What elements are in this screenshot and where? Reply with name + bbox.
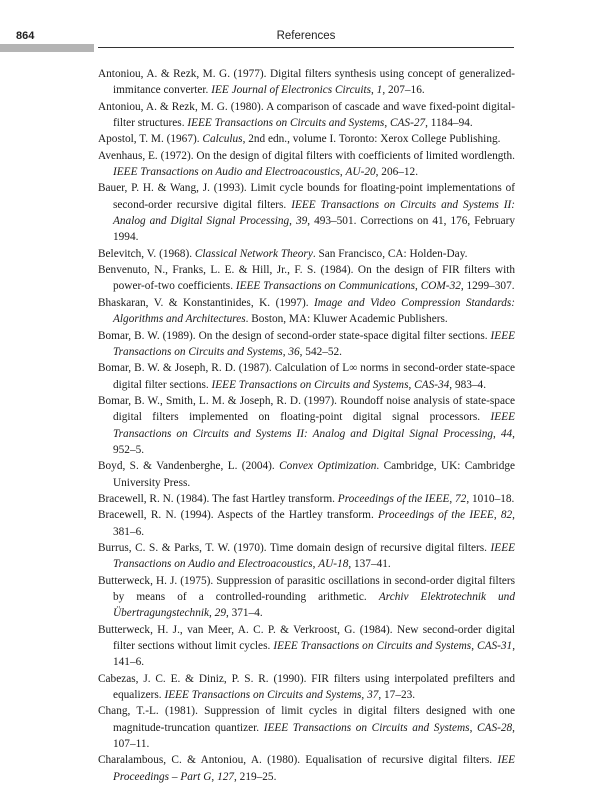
reference-tail: , 137–41. [348,558,391,571]
reference-journal: IEEE Transactions on Circuits and Systems [113,329,515,358]
reference-title: Equalisation of recursive digital filters. [305,754,493,767]
reference-volume: COM-32 [420,280,461,293]
reference-tail: , 17–23. [378,689,416,702]
reference-authors: Bracewell, R. N. (1994). [98,509,214,522]
reference-journal: Archiv Elektrotechnik und Übertragungstechnik [113,591,515,620]
reference-authors: Cabezas, J. C. E. & Diniz, P. S. R. (1990). [98,672,307,685]
reference-volume: 29 [214,607,226,620]
reference-title: Suppression of parasitic oscillations in second-order digital filters by means of a controlled-rounding arithmetic. [113,574,516,603]
reference-entry [98,131,515,147]
reference-authors: Burrus, C. S. & Parks, T. W. (1970). [98,541,267,554]
header-rule [98,47,514,48]
reference-tail: , 219–25. [234,770,277,783]
reference-authors: Butterweck, H. J., van Meer, A. C. P. & Verkroost, G. (1984). [98,623,393,636]
reference-entry: Bracewell, R. N. (1984). The fast Hartley transform. Proceedings of the IEEE, 72, 1010–18. [98,492,515,505]
reference-title: New second-order digital filter sections without limit cycles. [113,623,516,653]
reference-title: Calculation of L∞ norms in second-order state-space digital filter sections. [113,362,515,391]
reference-entry: Charalambous, C. & Antoniou, A. (1980). Equalisation of recursive digital filters. IEE Proceedings – Part G, 127, 219–25. [98,754,516,783]
reference-title: Time domain design of recursive digital filters. [269,541,487,554]
reference-entry: Bomar, B. W. (1989). On the design of second-order state-space digital filter sections. IEEE Transactions on Circuits and Systems, 36, 542–52. [98,329,515,358]
reference-title: On the design of FIR filters with power-of-two coefficients. [113,264,516,293]
reference-journal: Convex Optimization [279,460,377,473]
reference-tail: . San Francisco, CA: Holden-Day. [312,247,468,260]
reference-entry: Antoniou, A. & Rezk, M. G. (1980). A comparison of cascade and wave fixed-point digital-filter structures. IEEE Transactions on Circuits and Systems, CAS-27, 1184–94. [98,100,515,130]
reference-volume: 44 [500,427,513,440]
reference-title: The fast Hartley transform. [212,492,335,505]
reference-entry: Bracewell, R. N. (1994). Aspects of the Hartley transform. Proceedings of the IEEE, 82, 381–6. [98,509,515,538]
reference-volume: 82 [500,509,513,522]
reference-volume: 72 [455,492,467,505]
reference-entry [98,246,515,262]
reference-title: Roundoff noise analysis of state-space digital filters implemented on floating-point digital signal processors. [113,394,515,424]
reference-journal: IEEE Transactions on Communications [235,280,416,293]
reference-authors: Boyd, S. & Vandenberghe, L. (2004). [98,460,275,473]
reference-tail: . Boston, MA: Kluwer Academic Publishers. [245,313,448,326]
reference-tail: , 2nd edn., volume I. Toronto: Xerox College Publishing. [242,133,501,146]
reference-tail: , 542–52. [299,345,343,358]
reference-volume: CAS-31 [477,640,513,653]
reference-journal: IEE Journal of Electronics Circuits [211,84,371,97]
reference-title: Suppression of limit cycles in digital filters designed with one magnitude-truncation quantizer. [113,705,516,734]
reference-title: Aspects of the Hartley transform. [217,509,374,522]
reference-authors: Butterweck, H. J. (1975). [98,574,214,587]
reference-tail: , 207–16. [382,84,425,97]
reference-entry: Benvenuto, N., Franks, L. E. & Hill, Jr., F. S. (1984). On the design of FIR filters with power-of-two coefficients. IEEE Transactions on Communications, COM-32, 1299–307. [98,264,516,293]
reference-entry [98,295,515,328]
running-head: References [276,30,336,42]
reference-title: On the design of digital filters with coefficients of limited wordlength. [196,149,515,162]
reference-tail: . Cambridge, UK: Cambridge University Press. [113,460,515,489]
reference-volume: 37 [367,689,379,702]
reference-journal: Proceedings of the IEEE [378,509,494,522]
reference-volume: CAS-34 [414,378,450,391]
reference-journal: IEEE Transactions on Circuits and Systems [187,117,385,130]
reference-journal: Classical Network Theory [194,247,313,260]
reference-authors: Bomar, B. W. & Joseph, R. D. (1987). [98,362,272,375]
reference-authors: Antoniou, A. & Rezk, M. G. (1980). [98,100,264,113]
page-number: 864 [16,30,35,42]
reference-entry: Butterweck, H. J., van Meer, A. C. P. & Verkroost, G. (1984). New second-order digital filter sections without limit cycles. IEEE Transactions on Circuits and Systems, CAS-31, 141–6. [98,623,516,669]
reference-entry: Bomar, B. W., Smith, L. M. & Joseph, R. D. (1997). Roundoff noise analysis of state-space digital filters implemented on floating-point digital signal processors. IEEE Transactions on Circuits and Systems II: Analog and Digital Signal Processing, 44, 952–5. [98,394,515,456]
reference-volume: 39 [295,215,308,228]
reference-journal: IEEE Transactions on Circuits and Systems [164,689,362,702]
reference-entry: Antoniou, A. & Rezk, M. G. (1977). Digital filters synthesis using concept of generalized-immitance converter. IEE Journal of Electronics Circuits, 1, 207–16. [98,68,515,97]
reference-journal: IEEE Transactions on Circuits and Systems [263,721,470,734]
reference-authors: Bomar, B. W. (1989). [98,329,196,342]
reference-volume: CAS-27 [389,117,426,130]
reference-volume: AU-18 [318,558,349,571]
reference-authors: Charalambous, C. & Antoniou, A. (1980). [98,754,301,767]
reference-authors: Chang, T.-L. (1981). [98,705,198,718]
reference-volume: AU-20 [345,166,376,179]
reference-entry: Bauer, P. H. & Wang, J. (1993). Limit cycle bounds for floating-point implementations of second-order recursive digital filters. IEEE Transactions on Circuits and Systems II: Analog and Digital Signal Processing, 39, 493–501. Corrections on 41, 176, February 1994. [98,182,515,244]
reference-tail: , 1184–94. [425,117,473,130]
reference-journal: IEEE Transactions on Circuits and Systems II: Analog and Digital Signal Processing [113,411,515,440]
reference-entry [98,458,515,491]
reference-journal: Image and Video Compression Standards: Algorithms and Architectures [113,296,516,326]
reference-authors: Belevitch, V. (1968). [98,247,193,260]
reference-entry: Cabezas, J. C. E. & Diniz, P. S. R. (1990). FIR filters using interpolated prefilters and equalizers. IEEE Transactions on Circuits and Systems, 37, 17–23. [98,672,515,702]
reference-tail: , 1010–18. [466,492,515,505]
reference-title: Limit cycle bounds for floating-point implementations of second-order recursive digital filters. [113,182,515,211]
reference-journal: IEEE Transactions on Circuits and Systems [273,640,472,653]
reference-tail: , 983–4. [449,378,487,391]
reference-entry: Avenhaus, E. (1972). On the design of digital filters with coefficients of limited wordlength. IEEE Transactions on Audio and Electroacoustics, AU-20, 206–12. [98,149,515,179]
reference-entry: Bomar, B. W. & Joseph, R. D. (1987). Calculation of L∞ norms in second-order state-space digital filter sections. IEEE Transactions on Circuits and Systems, CAS-34, 983–4. [98,362,515,391]
reference-journal: Proceedings of the IEEE [337,492,450,505]
reference-entry: Chang, T.-L. (1981). Suppression of limit cycles in digital filters designed with one magnitude-truncation quantizer. IEEE Transactions on Circuits and Systems, CAS-28, 107–11. [98,705,516,751]
header-accent-bar [0,44,94,52]
reference-title: Digital filters synthesis using concept of generalized-immitance converter. [113,68,515,97]
reference-volume: 127 [217,770,235,783]
reference-volume: 36 [288,345,300,358]
reference-title: FIR filters using interpolated prefilters and equalizers. [113,672,515,702]
reference-entry: Butterweck, H. J. (1975). Suppression of parasitic oscillations in second-order digital filters by means of a controlled-rounding arithmetic. Archiv Elektrotechnik und Übertragungstechnik, 29, 371–4. [98,574,516,620]
reference-authors: Apostol, T. M. (1967). [98,133,200,146]
reference-tail: , 206–12. [375,166,419,179]
reference-entry: Burrus, C. S. & Parks, T. W. (1970). Time domain design of recursive digital filters. IEEE Transactions on Audio and Electroacoustics, AU-18, 137–41. [98,541,515,571]
reference-tail: , 381–6. [113,509,515,538]
reference-authors: Bracewell, R. N. (1984). [98,492,210,505]
reference-list [98,66,515,785]
reference-journal: IEEE Transactions on Audio and Electroacoustics [113,166,340,179]
reference-tail: , 371–4. [225,607,263,620]
reference-volume: 1 [376,84,383,97]
reference-authors: Bauer, P. H. & Wang, J. (1993). [98,182,247,195]
reference-authors: Bomar, B. W., Smith, L. M. & Joseph, R. D. (1997). [98,394,337,407]
reference-title: On the design of second-order state-space digital filter sections. [198,329,488,342]
reference-tail: , 1299–307. [460,280,515,293]
reference-journal: IEEE Transactions on Circuits and Systems II: Analog and Digital Signal Processing [113,198,515,228]
reference-authors: Avenhaus, E. (1972). [98,149,194,162]
reference-journal: IEE Proceedings – Part G [113,754,516,783]
reference-journal: Calculus [202,133,243,146]
reference-journal: IEEE Transactions on Circuits and Systems [211,378,409,391]
reference-journal: IEEE Transactions on Audio and Electroacoustics [113,541,515,571]
reference-volume: CAS-28 [477,721,513,734]
reference-tail: , 141–6. [113,640,516,669]
reference-tail: , 952–5. [113,427,515,456]
reference-authors: Antoniou, A. & Rezk, M. G. (1977). [98,68,267,80]
reference-title: A comparison of cascade and wave fixed-point digital-filter structures. [113,100,515,130]
reference-authors: Benvenuto, N., Franks, L. E. & Hill, Jr., F. S. (1984). [98,264,354,277]
reference-authors: Bhaskaran, V. & Konstantinides, K. (1997). [98,296,309,309]
reference-tail: , 493–501. Corrections on 41, 176, February 1994. [113,215,515,244]
reference-tail: , 107–11. [113,721,515,751]
